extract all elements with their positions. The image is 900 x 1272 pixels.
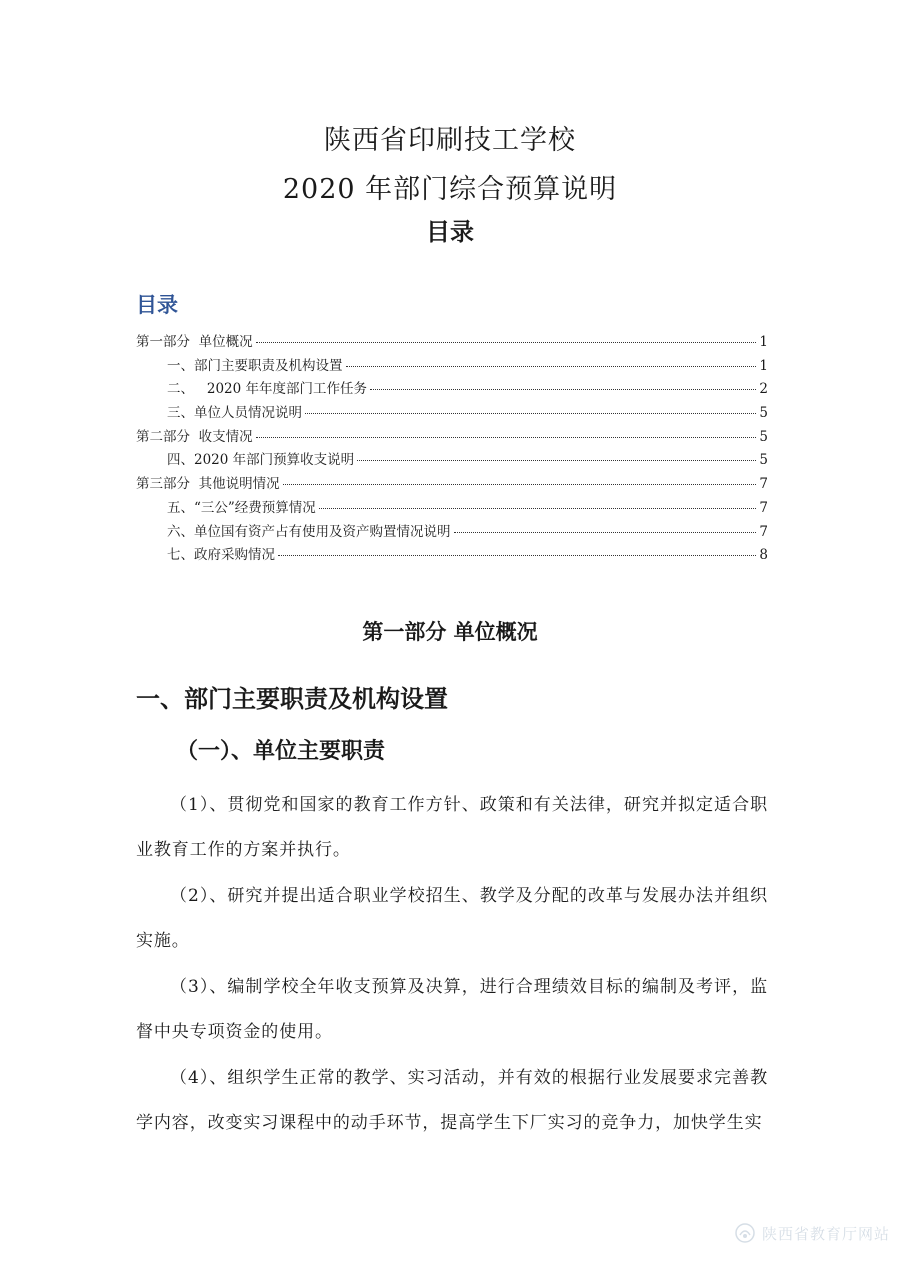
toc-dot-leader xyxy=(370,389,756,390)
toc-entry-page: 5 xyxy=(759,452,768,469)
toc-entry[interactable] xyxy=(136,496,768,520)
watermark xyxy=(734,1222,890,1244)
toc-entry[interactable] xyxy=(136,448,768,472)
toc-entry-page: 1 xyxy=(759,334,768,350)
toc-entry[interactable] xyxy=(136,377,768,401)
toc-title: 目录 xyxy=(426,217,474,246)
toc-entry-label: 七、政府采购情况 xyxy=(167,547,275,564)
toc-entry-label: 五、“三公”经费预算情况 xyxy=(167,499,316,516)
paragraph: （1）、贯彻党和国家的教育工作方针、政策和有关法律，研究并拟定适合职业教育工作的方案并执行。 xyxy=(136,795,768,860)
toc-entry[interactable] xyxy=(136,472,768,496)
education-bureau-logo-icon xyxy=(734,1222,756,1244)
toc-entry-label: 一、部门主要职责及机构设置 xyxy=(167,357,343,374)
toc-dot-leader xyxy=(278,555,756,556)
toc-entry-page: 5 xyxy=(759,428,768,445)
document-title: 陕西省印刷技工学校 xyxy=(324,125,576,156)
toc-entry-label: 六、单位国有资产占有使用及资产购置情况说明 xyxy=(167,523,451,540)
toc-entry-page: 7 xyxy=(759,476,768,493)
paragraph: （2）、研究并提出适合职业学校招生、教学及分配的改革与发展办法并组织实施。 xyxy=(136,886,768,951)
toc-dot-leader xyxy=(357,460,756,461)
paragraph: （3）、编制学校全年收支预算及决算，进行合理绩效目标的编制及考评，监督中央专项资金的使用。 xyxy=(136,977,768,1042)
toc-dot-leader xyxy=(454,532,757,533)
section-heading: 一、部门主要职责及机构设置 xyxy=(136,684,448,713)
toc-entry[interactable] xyxy=(136,330,768,354)
subsection-heading: （一）、单位主要职责 xyxy=(176,738,386,764)
toc-entry[interactable] xyxy=(136,425,768,449)
toc-entry-label: 二、 2020 年年度部门工作任务 xyxy=(167,381,368,398)
toc-dot-leader xyxy=(346,366,757,367)
part-heading: 第一部分 单位概况 xyxy=(362,619,538,644)
toc-entry-label: 第一部分 单位概况 xyxy=(136,334,253,350)
toc-entry-page: 7 xyxy=(759,499,768,516)
toc-entry[interactable] xyxy=(136,401,768,425)
table-of-contents xyxy=(136,330,768,567)
toc-entry[interactable] xyxy=(136,520,768,544)
toc-dot-leader xyxy=(256,437,757,438)
toc-entry-label: 第三部分 其他说明情况 xyxy=(136,476,280,493)
toc-entry-page: 2 xyxy=(759,381,768,398)
document-subtitle: 2020 年部门综合预算说明 xyxy=(282,174,618,205)
toc-dot-leader xyxy=(283,484,757,485)
toc-entry-page: 5 xyxy=(759,405,768,422)
toc-dot-leader xyxy=(319,508,757,509)
toc-dot-leader xyxy=(305,413,756,414)
toc-entry-label: 四、2020 年部门预算收支说明 xyxy=(167,452,355,469)
toc-heading: 目录 xyxy=(136,293,178,317)
toc-entry[interactable] xyxy=(136,543,768,567)
toc-entry-page: 7 xyxy=(759,523,768,540)
toc-entry-label: 三、单位人员情况说明 xyxy=(167,405,302,422)
toc-entry-page: 1 xyxy=(759,357,768,374)
body-text xyxy=(136,783,768,1147)
paragraph: （4）、组织学生正常的教学、实习活动，并有效的根据行业发展要求完善教学内容，改变实习课程中的动手环节，提高学生下厂实习的竞争力，加快学生实 xyxy=(136,1068,768,1133)
toc-entry-label: 第二部分 收支情况 xyxy=(136,428,253,445)
toc-entry[interactable] xyxy=(136,354,768,378)
toc-dot-leader xyxy=(256,342,757,343)
watermark-text: 陕西省教育厅网站 xyxy=(761,1224,890,1243)
toc-entry-page: 8 xyxy=(759,547,768,564)
